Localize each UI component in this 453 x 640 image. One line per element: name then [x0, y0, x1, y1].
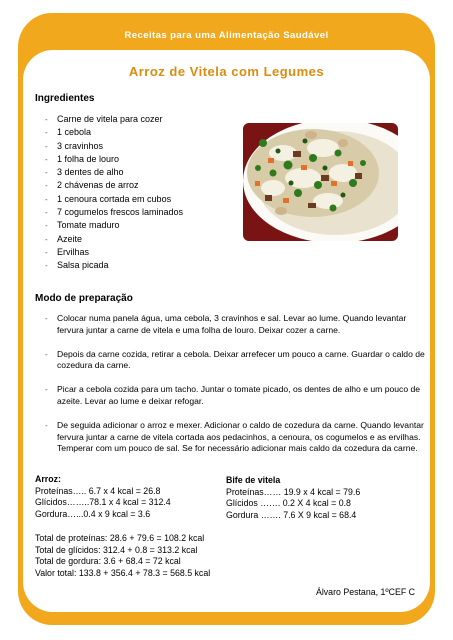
nutrition-totals: Total de proteínas: 28.6 + 79.6 = 108.2 kcal Total de glícidos: 312.4 + 0.8 = 313.2 kcal Total de gordura: 3.6 + 68.4 = 72 kcal Valor total: 133.8 + 356.4 + 78.3 = 568.5 kcal [35, 533, 211, 578]
list-item: - 1 folha de louro [45, 153, 120, 164]
nutrition-bife: Bife de vitela Proteínas…… 19.9 x 4 kcal = 79.6 Glícidos ……. 0.2 X 4 kcal = 0.8 Gordura ……. 7.6 X 9 kcal = 68.4 [226, 475, 361, 520]
list-item: - Picar a cebola cozida para um tacho. Juntar o tomate picado, os dentes de alho e um pouco de azeite. Levar ao lume e deixar refogar. [45, 384, 421, 406]
series-header: Receitas para uma Alimentação Saudável [124, 30, 329, 41]
list-item: - Carne de vitela para cozer [45, 114, 163, 124]
list-item: - 3 cravinhos [45, 140, 104, 151]
list-item: - Salsa picada [45, 260, 109, 271]
preparation-heading: Modo de preparação [35, 293, 133, 304]
nutrition-arroz: Arroz: Proteínas….. 6.7 x 4 kcal = 26.8 Glícidos……..78.1 x 4 kcal = 312.4 Gordura…...0.4 x 9 kcal = 3.6 [35, 474, 171, 519]
author-signature: Álvaro Pestana, 1ºCEF C [315, 587, 415, 597]
list-item: - 7 cogumelos frescos laminados [45, 207, 184, 218]
ingredients-heading: Ingredientes [35, 93, 95, 104]
list-item: - Tomate maduro [45, 220, 120, 231]
list-item: - Depois da carne cozida, retirar a cebola. Deixar arrefecer um pouco a carne. Guardar o caldo de cozedura da carne. [45, 348, 425, 371]
list-item: - Azeite [45, 233, 83, 244]
ingredients-list [45, 113, 183, 273]
dish-illustration [243, 123, 398, 241]
list-item: - 1 cenoura cortada em cubos [45, 193, 172, 204]
list-item: - 2 chávenas de arroz [45, 180, 139, 191]
list-item: - Ervilhas [45, 246, 90, 257]
dish-photo [243, 123, 398, 241]
list-item: - 1 cebola [45, 127, 92, 138]
list-item: - 3 dentes de alho [45, 167, 124, 178]
preparation-steps [45, 313, 425, 467]
list-item: - De seguida adicionar o arroz e mexer. Adicionar o caldo de cozedura da carne. Quando levantar fervura juntar a carne de vitela cortada aos pedacinhos, a cenoura, os cogumelos e as ervilhas. Temperar com um pouco de sal. Se for necessário adicionar mais caldo da cozedura da carne. [45, 420, 424, 454]
recipe-title: Arroz de Vitela com Legumes [128, 64, 325, 79]
list-item: - Colocar numa panela água, uma cebola, 3 cravinhos e sal. Levar ao lume. Quando levantar fervura juntar a carne de vitela e uma folha de louro. Deixar cozer a carne. [45, 313, 407, 335]
